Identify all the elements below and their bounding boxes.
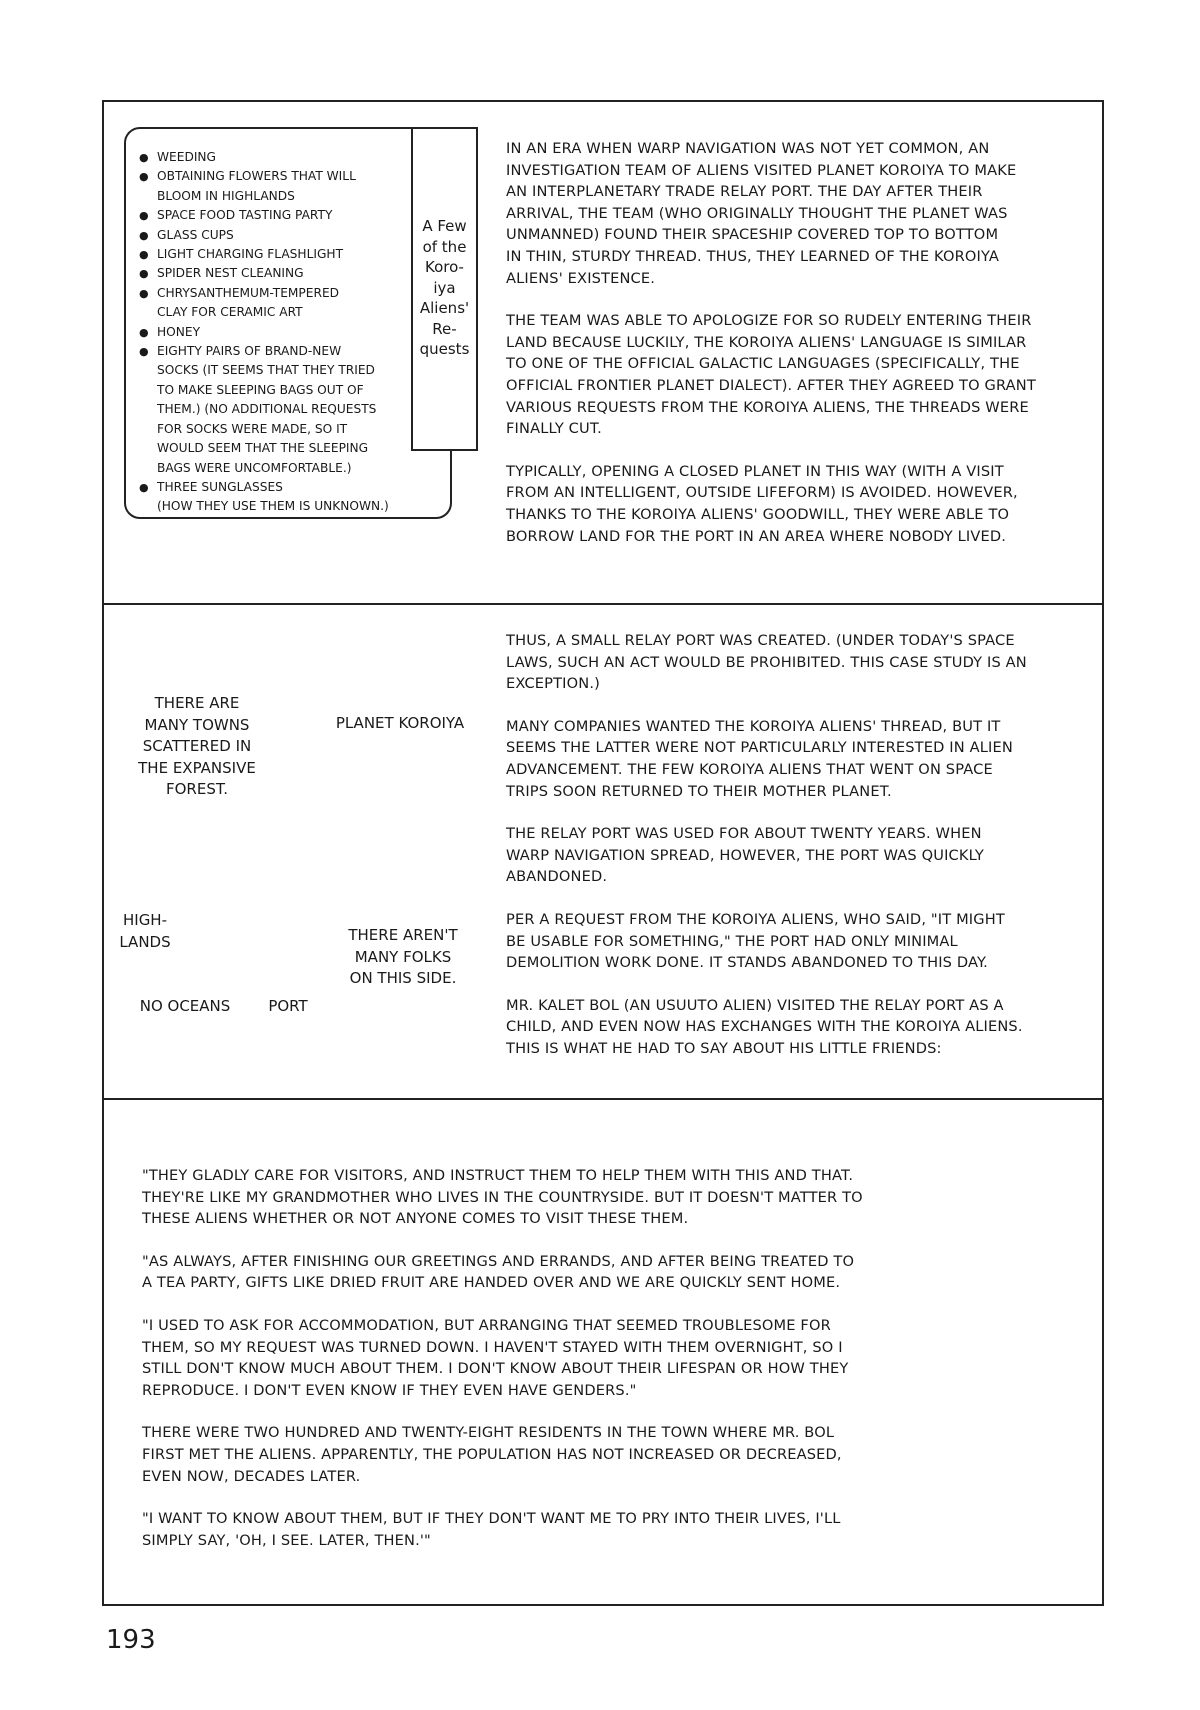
panel-divider-2 [102, 1098, 1104, 1100]
list-item-line: BLOOM IN HIGHLANDS [157, 188, 295, 203]
label-line: SCATTERED IN [142, 737, 252, 755]
text-line: EVEN NOW, DECADES LATER. [142, 1467, 361, 1485]
text-line: THE TEAM WAS ABLE TO APOLOGIZE FOR SO RUDELY ENTERING THEIR [506, 312, 1032, 330]
paragraph [506, 630, 1086, 695]
text-line: ABANDONED. [506, 868, 608, 886]
text-line: LAND BECAUSE LUCKILY, THE KOROIYA ALIENS' LANGUAGE IS SIMILAR [506, 333, 1027, 351]
list-item: ● GLASS CUPS [137, 226, 417, 245]
list-item: ● SPIDER NEST CLEANING [137, 264, 417, 283]
text-line: BORROW LAND FOR THE PORT IN AN AREA WHERE NOBODY LIVED. [506, 527, 1007, 545]
label-line: THERE ARE [154, 694, 240, 712]
text-line: IN THIN, STURDY THREAD. THUS, THEY LEARNED OF THE KOROIYA [506, 247, 1000, 265]
list-item: ● EIGHTY PAIRS OF BRAND-NEW SOCKS (IT SEEMS THAT THEY TRIED TO MAKE SLEEPING BAGS OUT OF THEM.) (NO ADDITIONAL REQUESTS FOR SOCKS WERE MADE, SO IT WOULD SEEM THAT THE SLEEPING BAGS WERE UNCOMFORTABLE.) [137, 342, 417, 478]
text-line: "I USED TO ASK FOR ACCOMMODATION, BUT ARRANGING THAT SEEMED TROUBLESOME FOR [142, 1316, 831, 1334]
list-item-line: EIGHTY PAIRS OF BRAND-NEW [157, 344, 342, 359]
highlands-label [110, 910, 180, 953]
port-label: PORT [268, 997, 308, 1015]
list-item-line: FOR SOCKS WERE MADE, SO IT [157, 421, 348, 436]
text-line: INVESTIGATION TEAM OF ALIENS VISITED PLANET KOROIYA TO MAKE [506, 161, 1017, 179]
paragraph [506, 461, 1086, 547]
page-number: 193 [106, 1625, 156, 1655]
text-line: PER A REQUEST FROM THE KOROIYA ALIENS, WHO SAID, "IT MIGHT [506, 910, 1005, 928]
list-item-line: HONEY [157, 324, 201, 339]
text-line: VARIOUS REQUESTS FROM THE KOROIYA ALIENS, THE THREADS WERE [506, 398, 1029, 416]
text-line: STILL DON'T KNOW MUCH ABOUT THEM. I DON'T KNOW ABOUT THEIR LIFESPAN OR HOW THEY [142, 1360, 849, 1378]
list-item-line: SPIDER NEST CLEANING [157, 266, 304, 281]
text-line: THESE ALIENS WHETHER OR NOT ANYONE COMES TO VISIT THESE THEM. [142, 1210, 689, 1228]
list-item: ● SPACE FOOD TASTING PARTY [137, 206, 417, 225]
list-item-line: CLAY FOR CERAMIC ART [157, 305, 303, 320]
label-line: THERE AREN'T [348, 926, 458, 944]
paragraph [142, 1165, 942, 1230]
text-line: CHILD, AND EVEN NOW HAS EXCHANGES WITH THE KOROIYA ALIENS. [506, 1018, 1023, 1036]
paragraph [506, 310, 1086, 440]
planet-koroiya-label: PLANET KOROIYA [335, 714, 465, 732]
label-line: LANDS [119, 932, 171, 951]
label-line: HIGH- [122, 911, 168, 929]
text-line: A TEA PARTY, GIFTS LIKE DRIED FRUIT ARE HANDED OVER AND WE ARE QUICKLY SENT HOME. [142, 1274, 841, 1292]
text-line: THEY'RE LIKE MY GRANDMOTHER WHO LIVES IN THE COUNTRYSIDE. BUT IT DOESN'T MATTER TO [142, 1188, 863, 1206]
text-line: "I WANT TO KNOW ABOUT THEM, BUT IF THEY DON'T WANT ME TO PRY INTO THEIR LIVES, I'LL [142, 1510, 841, 1528]
requests-title: A Few of the Koro- iya Aliens' Re- quests [419, 217, 470, 358]
list-item: ● OBTAINING FLOWERS THAT WILL BLOOM IN HIGHLANDS [137, 167, 417, 206]
list-item-line: GLASS CUPS [157, 227, 234, 242]
label-line: ON THIS SIDE. [349, 969, 457, 987]
list-item-line: BAGS WERE UNCOMFORTABLE.) [157, 460, 352, 475]
text-line: ARRIVAL, THE TEAM (WHO ORIGINALLY THOUGHT THE PLANET WAS [506, 204, 1008, 222]
text-line: TRIPS SOON RETURNED TO THEIR MOTHER PLANET. [506, 782, 892, 800]
text-line: BE USABLE FOR SOMETHING," THE PORT HAD ONLY MINIMAL [506, 932, 958, 950]
list-item-line: CHRYSANTHEMUM-TEMPERED [157, 285, 340, 300]
list-item-line: SOCKS (IT SEEMS THAT THEY TRIED [157, 363, 375, 378]
list-item-line: WOULD SEEM THAT THE SLEEPING [157, 441, 369, 456]
text-line: "THEY GLADLY CARE FOR VISITORS, AND INSTRUCT THEM TO HELP THEM WITH THIS AND THAT. [142, 1167, 854, 1184]
text-line: SEEMS THE LATTER WERE NOT PARTICULARLY INTERESTED IN ALIEN [506, 739, 1013, 757]
paragraph [142, 1251, 942, 1294]
text-line: OFFICIAL FRONTIER PLANET DIALECT). AFTER THEY AGREED TO GRANT [506, 376, 1036, 394]
list-item-line: WEEDING [157, 150, 216, 164]
text-line: AN INTERPLANETARY TRADE RELAY PORT. THE DAY AFTER THEIR [506, 183, 983, 201]
paragraph [506, 995, 1086, 1060]
text-line: REPRODUCE. I DON'T EVEN KNOW IF THEY EVEN HAVE GENDERS." [142, 1381, 637, 1399]
list-item-line: THREE SUNGLASSES [157, 479, 283, 494]
list-item: ● WEEDING [137, 148, 417, 167]
section2-text [506, 630, 1086, 1060]
label-line: THE EXPANSIVE [138, 758, 256, 777]
text-line: WARP NAVIGATION SPREAD, HOWEVER, THE PORT WAS QUICKLY [506, 846, 984, 864]
text-line: FROM AN INTELLIGENT, OUTSIDE LIFEFORM) IS AVOIDED. HOWEVER, [506, 484, 1018, 502]
paragraph [142, 1422, 942, 1487]
text-line: THANKS TO THE KOROIYA ALIENS' GOODWILL, THEY WERE ABLE TO [506, 505, 1010, 523]
towns-label [122, 693, 272, 801]
paragraph [506, 716, 1086, 802]
text-line: EXCEPTION.) [506, 675, 600, 693]
text-line: SIMPLY SAY, 'OH, I SEE. LATER, THEN.'" [142, 1531, 431, 1549]
list-item-line: TO MAKE SLEEPING BAGS OUT OF [157, 382, 364, 397]
paragraph [142, 1315, 942, 1401]
text-line: THIS IS WHAT HE HAD TO SAY ABOUT HIS LITTLE FRIENDS: [506, 1039, 942, 1057]
text-line: ADVANCEMENT. THE FEW KOROIYA ALIENS THAT WENT ON SPACE [506, 760, 993, 778]
list-item-line: SPACE FOOD TASTING PARTY [157, 208, 333, 223]
paragraph [142, 1508, 942, 1551]
list-item: ● HONEY [137, 323, 417, 342]
no-oceans-label: NO OCEANS [139, 997, 231, 1015]
few-folks-label [338, 925, 468, 990]
text-line: IN AN ERA WHEN WARP NAVIGATION WAS NOT YET COMMON, AN [506, 140, 990, 157]
section1-text [506, 138, 1086, 547]
label-line: MANY TOWNS [144, 715, 250, 734]
text-line: MR. KALET BOL (AN USUUTO ALIEN) VISITED THE RELAY PORT AS A [506, 996, 1004, 1014]
list-item: ● THREE SUNGLASSES (HOW THEY USE THEM IS UNKNOWN.) [137, 478, 417, 517]
list-item-line: OBTAINING FLOWERS THAT WILL [157, 169, 356, 184]
panel-divider-1 [102, 603, 1104, 605]
list-item-line: THEM.) (NO ADDITIONAL REQUESTS [157, 402, 377, 417]
list-item: ● LIGHT CHARGING FLASHLIGHT [137, 245, 417, 264]
paragraph [506, 138, 1086, 289]
text-line: DEMOLITION WORK DONE. IT STANDS ABANDONED TO THIS DAY. [506, 954, 988, 972]
text-line: TYPICALLY, OPENING A CLOSED PLANET IN THIS WAY (WITH A VISIT [506, 462, 1004, 480]
requests-list [137, 148, 417, 517]
list-item-line: (HOW THEY USE THEM IS UNKNOWN.) [157, 499, 389, 514]
text-line: LAWS, SUCH AN ACT WOULD BE PROHIBITED. THIS CASE STUDY IS AN [506, 653, 1027, 671]
list-item-line: LIGHT CHARGING FLASHLIGHT [157, 247, 344, 262]
text-line: THE RELAY PORT WAS USED FOR ABOUT TWENTY YEARS. WHEN [506, 825, 982, 843]
text-line: THUS, A SMALL RELAY PORT WAS CREATED. (UNDER TODAY'S SPACE [506, 632, 1015, 649]
paragraph [506, 823, 1086, 888]
text-line: ALIENS' EXISTENCE. [506, 269, 656, 287]
text-line: MANY COMPANIES WANTED THE KOROIYA ALIENS' THREAD, BUT IT [506, 717, 1001, 735]
text-line: UNMANNED) FOUND THEIR SPACESHIP COVERED TOP TO BOTTOM [506, 226, 999, 244]
label-line: MANY FOLKS [354, 947, 452, 966]
label-line: FOREST. [165, 780, 228, 798]
paragraph [506, 909, 1086, 974]
list-item: ● CHRYSANTHEMUM-TEMPERED CLAY FOR CERAMIC ART [137, 284, 417, 323]
text-line: FIRST MET THE ALIENS. APPARENTLY, THE POPULATION HAS NOT INCREASED OR DECREASED, [142, 1445, 842, 1463]
text-line: TO ONE OF THE OFFICIAL GALACTIC LANGUAGES (SPECIFICALLY, THE [506, 355, 1020, 373]
text-line: "AS ALWAYS, AFTER FINISHING OUR GREETINGS AND ERRANDS, AND AFTER BEING TREATED TO [142, 1252, 855, 1270]
section3-text [142, 1165, 942, 1551]
text-line: FINALLY CUT. [506, 420, 602, 438]
text-line: THERE WERE TWO HUNDRED AND TWENTY-EIGHT RESIDENTS IN THE TOWN WHERE MR. BOL [142, 1424, 835, 1442]
text-line: THEM, SO MY REQUEST WAS TURNED DOWN. I HAVEN'T STAYED WITH THEM OVERNIGHT, SO I [142, 1338, 843, 1356]
